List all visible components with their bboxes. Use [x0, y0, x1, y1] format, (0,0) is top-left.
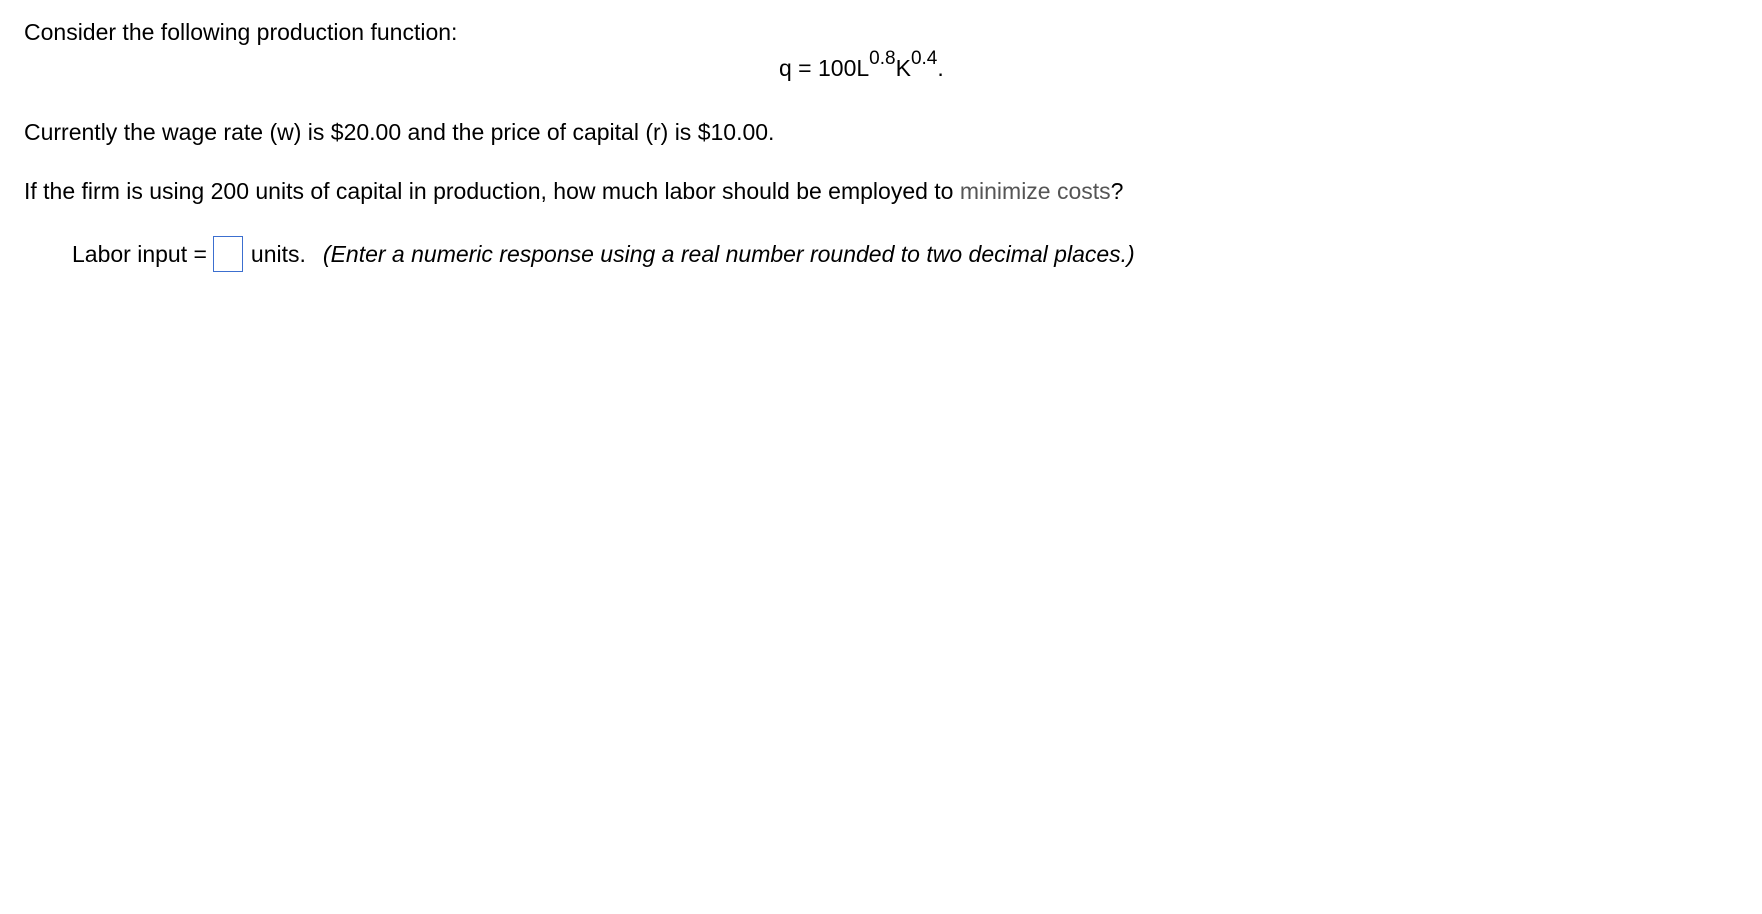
equation-lhs: q = 100L: [779, 55, 870, 81]
question-pre: If the firm is using 200 units of capital in production, how much labor should be employed to: [24, 178, 960, 204]
minimize-costs-glossary-term[interactable]: minimize costs: [959, 178, 1111, 204]
answer-instruction: (Enter a numeric response using a real number rounded to two decimal places.): [322, 241, 1135, 267]
labor-exponent: 0.8: [869, 48, 896, 70]
question-post: ?: [1110, 178, 1124, 204]
question-text: [24, 177, 1123, 205]
equation-end: .: [937, 55, 944, 81]
production-function-equation: [779, 48, 944, 82]
labor-input-field[interactable]: [213, 236, 243, 272]
intro-text: Consider the following production function:: [24, 19, 458, 45]
prices-text: Currently the wage rate (w) is $20.00 and the price of capital (r) is $10.00.: [24, 119, 775, 145]
answer-row: [72, 234, 1135, 274]
labor-input-label: Labor input =: [72, 241, 207, 267]
capital-exponent: 0.4: [910, 48, 938, 70]
units-label: units.: [250, 241, 306, 267]
capital-symbol: K: [895, 55, 911, 81]
